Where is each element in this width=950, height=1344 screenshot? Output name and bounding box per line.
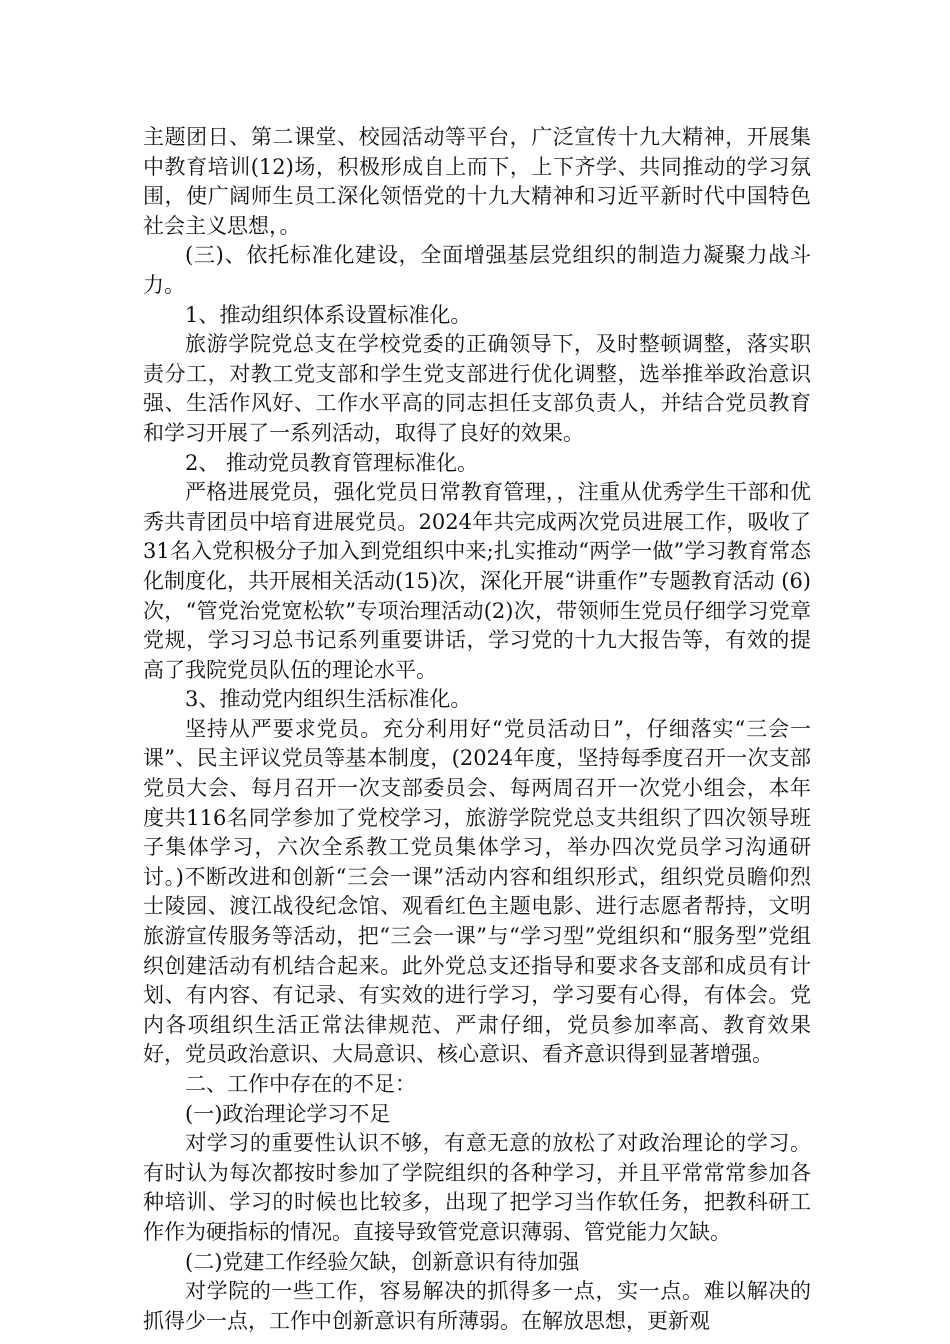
document-page: [143, 123, 811, 1336]
subheading-experience: (二)党建工作经验欠缺，创新意识有待加强: [185, 1249, 580, 1274]
subheading-2: 2、 推动党员教育管理标准化。: [185, 450, 479, 475]
paragraph-theory-study: 对学习的重要性认识不够，有意无意的放松了对政治理论的学习。有时认为每次都按时参加了学院组织的各种学习，并且平常常常参加各种培训、学习的时候也比较多，出现了把学习当作软任务，把教科研工作作为硬指标的情况。直接导致管党意识薄弱、管党能力欠缺。: [143, 1131, 811, 1244]
paragraph-continuation: 主题团日、第二课堂、校园活动等平台，广泛宣传十九大精神，开展集中教育培训(12)场，积极形成自上而下，上下齐学、共同推动的学习氛围，使广阔师生员工深化领悟党的十九大精神和习近平新时代中国特色社会主义思想，。: [143, 125, 811, 238]
paragraph-org-life: 坚持从严要求党员。充分利用好“党员活动日”，仔细落实“三会一课”、民主评议党员等基本制度，(2024年度，坚持每季度召开一次支部党员大会、每月召开一次支部委员会、每两周召开一次党小组会，本年度共116名同学参加了党校学习，旅游学院党总支共组织了四次领导班子集体学习，六次全系教工党员集体学习，举办四次党员学习沟通研讨。)不断改进和创新“三会一课”活动内容和组织形式，组织党员瞻仰烈士陵园、渡江战役纪念馆、观看红色主题电影、进行志愿者帮持，文明旅游宣传服务等活动，把“三会一课”与“学习型”党组织和“服务型”党组织创建活动有机结合起来。此外党总支还指导和要求各支部和成员有计划、有内容、有记录、有实效的进行学习，学习要有心得，有体会。党内各项组织生活正常法律规范、严肃仔细，党员参加率高、教育效果好，党员政治意识、大局意识、核心意识、看齐意识得到显著增强。: [143, 716, 811, 1067]
subheading-theory-study: (一)政治理论学习不足: [185, 1101, 391, 1126]
section-heading-3: (三)、依托标准化建设，全面增强基层党组织的制造力凝聚力战斗力。: [143, 243, 811, 297]
subheading-3: 3、推动党内组织生活标准化。: [185, 687, 472, 712]
paragraph-org-system: 旅游学院党总支在学校党委的正确领导下，及时整顿调整，落实职责分工，对教工党支部和学生党支部进行优化调整，选举推举政治意识强、生活作风好、工作水平高的同志担任支部负责人，并结合党员教育和学习开展了一系列活动，取得了良好的效果。: [143, 332, 811, 445]
section-heading-shortcomings: 二、工作中存在的不足：: [185, 1072, 416, 1096]
subheading-1: 1、推动组织体系设置标准化。: [185, 302, 472, 327]
paragraph-member-education: 严格进展党员，强化党员日常教育管理，，注重从优秀学生干部和优秀共青团员中培育进展党员。2024年共完成两次党员进展工作，吸收了31名入党积极分子加入到党组织中来;扎实推动“两学一做”学习教育常态化制度化，共开展相关活动(15)次，深化开展“讲重作”专题教育活动 (6)次，“管党治党宽松软”专项治理活动(2)次，带领师生党员仔细学习党章党规，学习习总书记系列重要讲话，学习党的十九大报告等，有效的提高了我院党员队伍的理论水平。: [143, 480, 811, 682]
paragraph-experience: 对学院的一些工作，容易解决的抓得多一点，实一点。难以解决的抓得少一点，工作中创新意识有所薄弱。在解放思想，更新观: [143, 1279, 811, 1333]
